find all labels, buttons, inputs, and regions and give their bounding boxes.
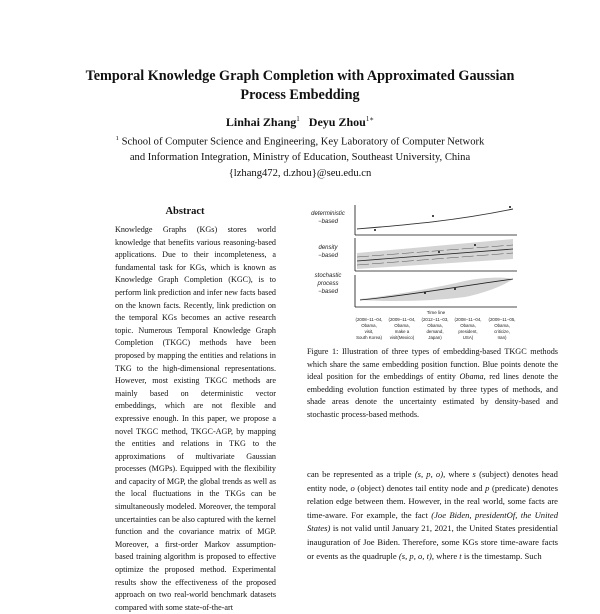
row-label-stochastic-3: −based	[318, 289, 338, 295]
axis-title: Time line	[426, 310, 446, 315]
row-label-stochastic-1: stochastic	[314, 273, 342, 279]
time-ticks	[355, 317, 515, 340]
tick-1	[355, 317, 382, 340]
body-paragraph: can be represented as a triple (s, p, o), where s (subject) denotes head entity node, o (object) denotes tail entity node and p (predicate) denotes relation edge between them. However, in the real world, some facts are time-aware. For example, the fact (Joe Biden, presidentOf, the United States) is not valid until January 21, 2021, the United States presidential inauguration of Joe Biden. Therefore, some KGs store time-aware facts or events as the quadruple (s, p, o, t), where t is the timestamp. Such	[307, 469, 558, 561]
svg-text:make a: make a	[394, 329, 410, 334]
svg-text:Obama,: Obama,	[460, 323, 476, 328]
svg-text:Obama,: Obama,	[394, 323, 410, 328]
affiliation	[40, 131, 560, 181]
point	[438, 251, 440, 253]
abstract-text: Knowledge Graphs (KGs) stores world knowledge that benefits various reasoning-based applications. Due to their incompleteness, a fundamental task for KGs, which is known as Knowledge Graph Completion (KGC), is to perform link prediction and infer new facts based on the known facts. Recently, link prediction on the temporal KGs becomes an active research topic. Numerous Temporal Knowledge Graph Completion (TKGC) methods have been proposed by mapping the entities and relations in TKG to the high-dimensional representations. However, most existing TKGC methods are mainly based on deterministic vector embeddings, which are not flexible and expressive enough. In this paper, we propose a novel TKGC method, TKGC-AGP, by mapping the entities and relations in TKG to the approximations of multivariate Gaussian processes (MGPs). Equipped with the flexibility and capacity of MGP, the global trends as well as the local fluctuations in the TKGs can be simultaneously modeled. Moreover, the temporal uncertainties can be also captured with the kernel function and the covariance matrix of MGP. Moreover, a first-order Markov assumption-based training algorithm is proposed to effective optimize the proposed method. Experimental results show the effectiveness of the proposed approach on two real-world benchmark datasets compared with some state-of-the-art	[115, 225, 276, 612]
point	[424, 292, 426, 294]
triple: (s, p, o)	[414, 469, 444, 479]
affil-line1: School of Computer Science and Engineering, Key Laboratory of Computer Network	[121, 136, 485, 148]
point	[454, 288, 456, 290]
svg-text:(2008−11−04,: (2008−11−04,	[355, 317, 383, 322]
row-label-stochastic-2: process	[317, 281, 339, 287]
svg-text:(2009−11−05,: (2009−11−05,	[488, 317, 516, 322]
panel-density	[355, 238, 517, 271]
caption-label: Figure 1:	[307, 347, 339, 356]
svg-text:president,: president,	[458, 329, 478, 334]
author-1-sup: 1	[296, 115, 300, 123]
density-band	[357, 239, 513, 269]
row-label-density-2: −based	[318, 253, 338, 259]
svg-text:South Korea): South Korea)	[356, 335, 382, 340]
svg-text:(2012−11−03,: (2012−11−03,	[421, 317, 449, 322]
affil-sup: 1	[115, 135, 119, 142]
affil-line2: and Information Integration, Ministry of Education, Southeast University, China	[129, 152, 471, 164]
svg-text:criticize,: criticize,	[494, 329, 510, 334]
author-1: Linhai Zhang	[225, 115, 297, 129]
caption-text-b: , red lines denote the embedding evolution function estimated by three types of methods, and shade areas denote the uncertainty estimated by density-based and stochastic process-based methods.	[307, 372, 558, 419]
panel-deterministic	[355, 205, 517, 235]
svg-text:visit(Mexico): visit(Mexico)	[389, 335, 415, 340]
paper-title-line2: Process Embedding	[240, 87, 360, 103]
svg-text:Iran): Iran)	[497, 335, 507, 340]
figure-caption	[307, 346, 558, 421]
caption-entity: Obama	[459, 372, 484, 381]
tick-3	[421, 317, 448, 340]
affil-email: {lzhang472, d.zhou}@seu.edu.cn	[228, 167, 372, 179]
quadruple: (s, p, o, t)	[398, 550, 432, 561]
example-fact: (Joe Biden, presidentOf, the United States)	[307, 509, 558, 534]
svg-text:Obama,: Obama,	[494, 323, 510, 328]
point	[509, 206, 511, 208]
authors	[40, 115, 560, 130]
svg-text:(2008−11−04,: (2008−11−04,	[454, 317, 482, 322]
deterministic-curve	[357, 209, 513, 229]
point	[474, 244, 476, 246]
point	[432, 215, 434, 217]
svg-text:Obama,: Obama,	[361, 323, 377, 328]
tick-5	[488, 317, 515, 340]
tick-2	[388, 317, 415, 340]
author-2-sup: 1∗	[365, 115, 375, 123]
abstract-heading: Abstract	[165, 206, 205, 217]
svg-text:(2009−11−04,: (2009−11−04,	[388, 317, 416, 322]
row-label-density-1: density	[318, 245, 338, 251]
svg-text:USA): USA)	[462, 335, 474, 340]
svg-text:visit,: visit,	[364, 329, 374, 334]
svg-text:demand,: demand,	[426, 329, 444, 334]
figure-1	[305, 203, 520, 343]
paper-title	[40, 67, 560, 105]
tick-4	[454, 317, 481, 340]
svg-text:Japan): Japan)	[428, 335, 442, 340]
row-label-deterministic-2: −based	[318, 219, 338, 225]
svg-text:Obama,: Obama,	[427, 323, 443, 328]
point	[374, 229, 376, 231]
paper-title-line1: Temporal Knowledge Graph Completion with Approximated Gaussian	[85, 68, 515, 84]
caption-text-a: Illustration of three types of embedding-based TKGC methods which share the same embedding position function. Blue points denote the ideal position for the embeddings of entity	[307, 347, 558, 381]
author-2: Deyu Zhou	[308, 115, 366, 129]
row-label-deterministic-1: deterministic	[311, 211, 345, 217]
panel-stochastic	[355, 275, 517, 307]
